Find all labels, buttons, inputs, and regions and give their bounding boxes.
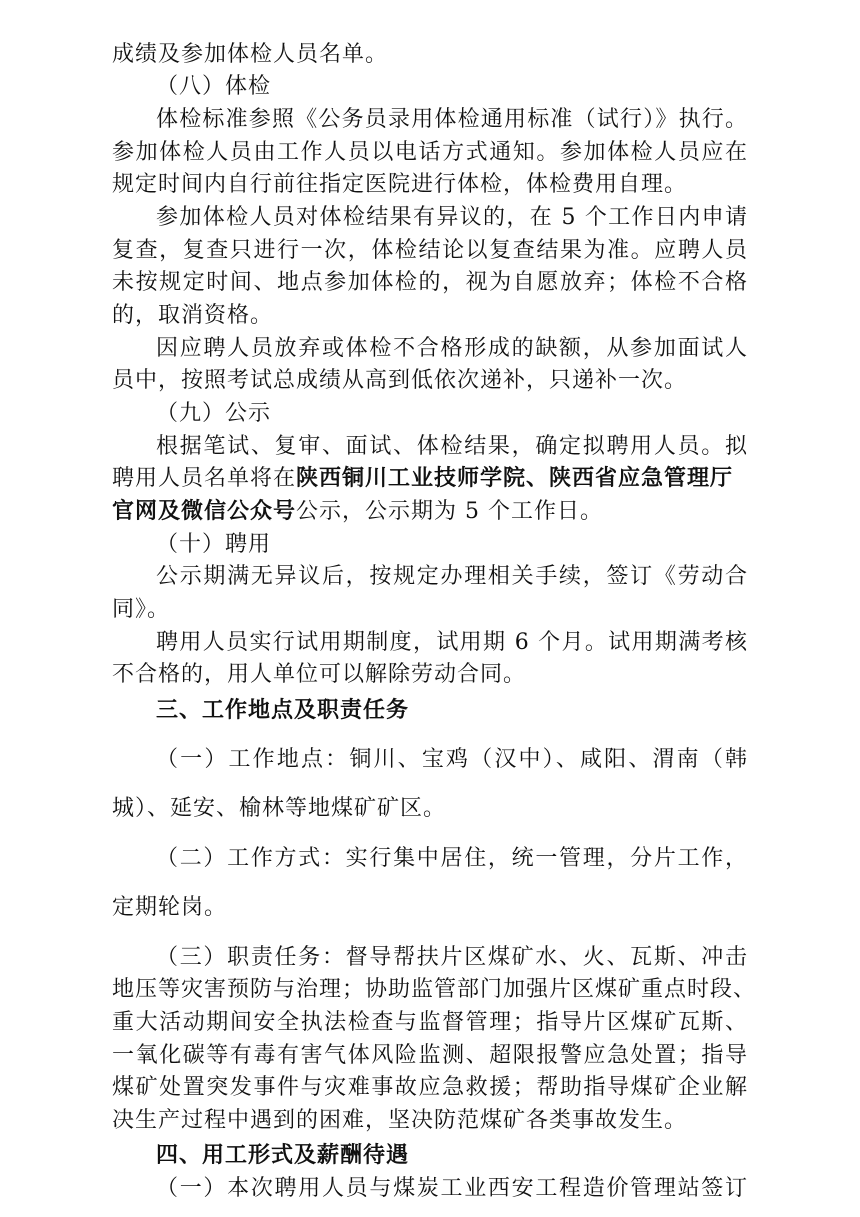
text-line: （一）工作地点：铜川、宝鸡（汉中）、咸阳、渭南（韩	[156, 747, 748, 772]
text-line: 规定时间内自行前往指定医院进行体检，体检费用自理。	[112, 172, 688, 197]
text-span: 公示，公示期为 5 个工作日。	[296, 499, 603, 524]
text-line: 体检标准参照《公务员录用体检通用标准（试行）》执行。	[156, 107, 748, 132]
bold-publisher-channels: 官网及微信公众号	[112, 499, 297, 524]
section-heading-employment: （十）聘用	[156, 532, 272, 557]
text-line: 参加体检人员对体检结果有异议的，在 5 个工作日内申请	[156, 205, 748, 230]
section-heading-employment-form: 四、用工形式及薪酬待遇	[156, 1143, 410, 1168]
section-heading-publicity: （九）公示	[156, 401, 272, 426]
text-line: 聘用人员实行试用期制度，试用期 6 个月。试用期满考核	[156, 630, 748, 655]
text-line: 城）、延安、榆林等地煤矿矿区。	[112, 796, 447, 821]
text-line	[112, 495, 748, 529]
text-line: 参加体检人员由工作人员以电话方式通知。参加体检人员应在	[112, 140, 748, 165]
text-line: （三）职责任务：督导帮扶片区煤矿水、火、瓦斯、冲击	[156, 945, 748, 970]
text-line: 同》。	[112, 597, 171, 622]
text-line: 成绩及参加体检人员名单。	[112, 42, 389, 67]
text-line: 根据笔试、复审、面试、体检结果，确定拟聘用人员。拟	[156, 434, 748, 459]
text-line	[112, 462, 748, 496]
text-line: 定期轮岗。	[112, 895, 228, 920]
text-span: 聘用人员名单将在	[112, 466, 297, 491]
text-line: 员中，按照考试总成绩从高到低依次递补，只递补一次。	[112, 368, 688, 393]
text-line: （一）本次聘用人员与煤炭工业西安工程造价管理站签订	[156, 1176, 748, 1201]
text-line: 一氧化碳等有毒有害气体风险监测、超限报警应急处置；指导	[112, 1043, 748, 1068]
text-line: 未按规定时间、地点参加体检的，视为自愿放弃；体检不合格	[112, 270, 748, 295]
text-line: 因应聘人员放弃或体检不合格形成的缺额，从参加面试人	[156, 336, 748, 361]
text-line: 公示期满无异议后，按规定办理相关手续，签订《劳动合	[156, 564, 748, 589]
text-line: （二）工作方式：实行集中居住，统一管理，分片工作，	[156, 846, 748, 871]
text-line: 不合格的，用人单位可以解除劳动合同。	[112, 662, 527, 687]
text-line: 的，取消资格。	[112, 303, 274, 328]
text-line: 煤矿处置突发事件与灾难事故应急救援；帮助指导煤矿企业解	[112, 1075, 748, 1100]
text-line: 地压等灾害预防与治理；协助监管部门加强片区煤矿重点时段、	[112, 977, 757, 1002]
bold-publisher-names: 陕西铜川工业技师学院、陕西省应急管理厅	[296, 466, 734, 491]
text-line: 决生产过程中遇到的困难，坚决防范煤矿各类事故发生。	[112, 1108, 688, 1133]
text-line: 复查，复查只进行一次，体检结论以复查结果为准。应聘人员	[112, 238, 748, 263]
text-line: 重大活动期间安全执法检查与监督管理；指导片区煤矿瓦斯、	[112, 1010, 748, 1035]
section-heading-work-location: 三、工作地点及职责任务	[156, 698, 410, 723]
section-heading-physical-exam: （八）体检	[156, 74, 272, 99]
